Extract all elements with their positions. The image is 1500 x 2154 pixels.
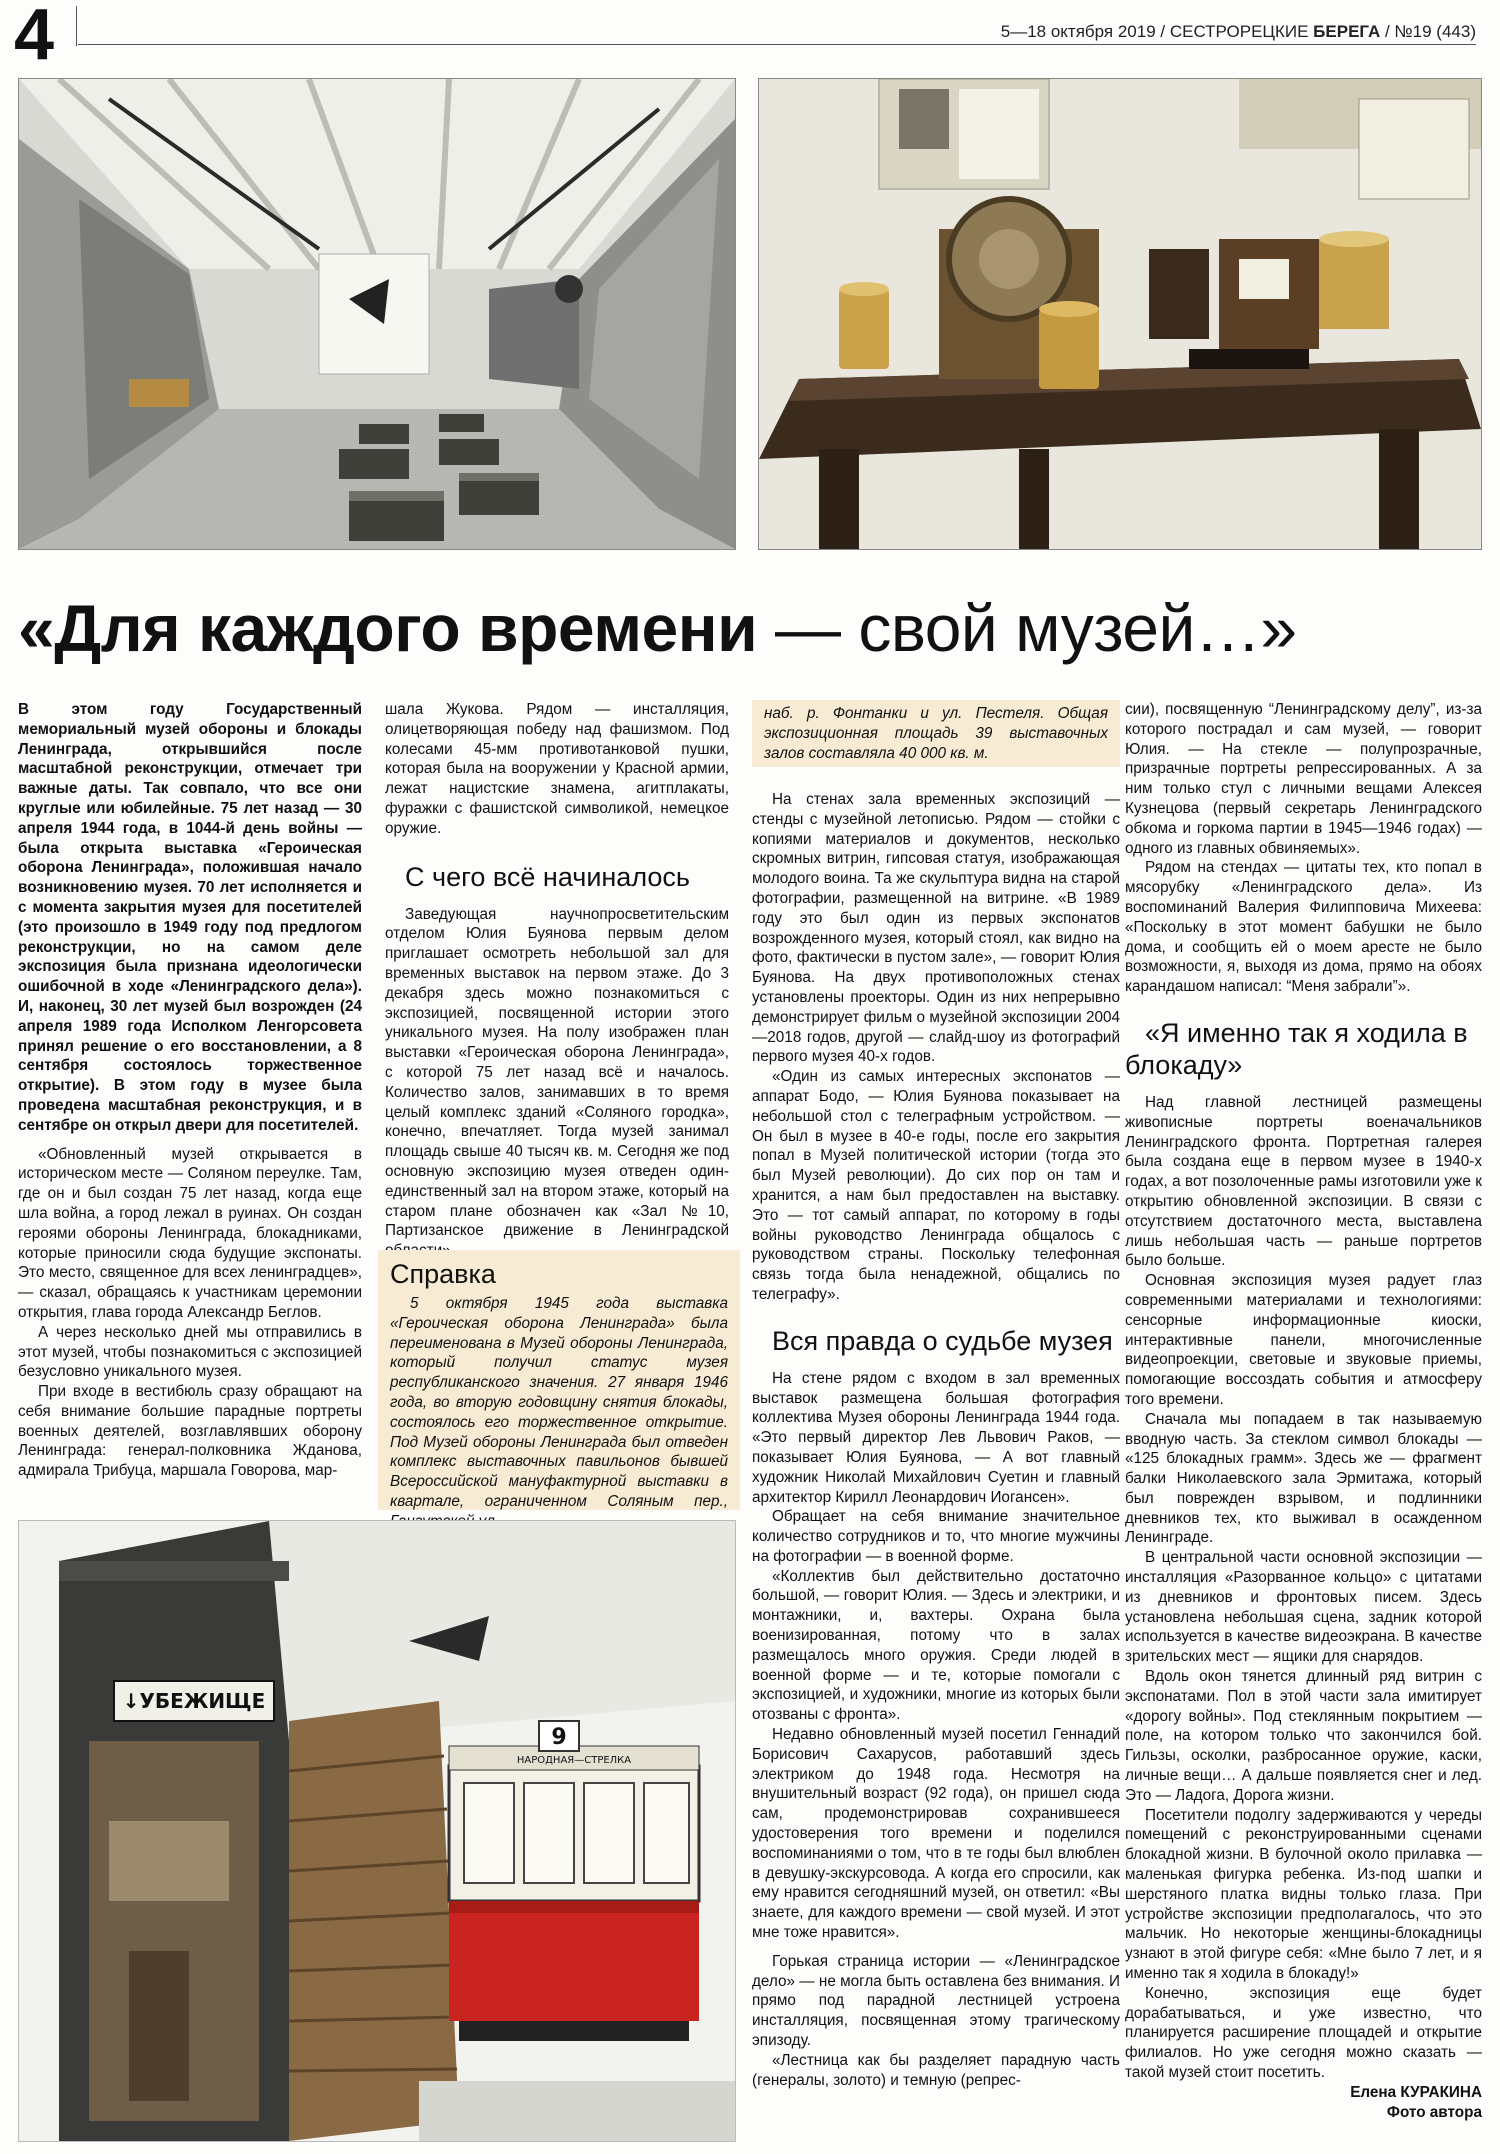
shelter-sign: ↓УБЕЖИЩЕ <box>122 1689 266 1713</box>
reference-continued: наб. р. Фонтанки и ул. Пестеля. Общая экспозиционная площадь 39 выставочных залов составляла 40 000 кв. м. <box>752 700 1120 767</box>
photo-shelter-tram <box>18 1520 736 2142</box>
headline: «Для каждого времени — свой музей…» <box>18 591 1297 665</box>
paragraph: Заведующая научнопросветительским отделом Юлия Буянова первым делом приглашает осмотреть небольшой зал для временных выставок на первом этаже. До 3 декабря здесь можно познакомиться с экспозицией, посвященной истории этого уникального музея. На полу изображен план выставки «Героическая оборона Ленинграда», с которой 75 лет назад всё и началось. Количество залов, занимавших в то время целый комплекс зданий «Соляного городка», конечно, впечатляет. Тогда музей занимал площадь свыше 40 тысяч кв. м. Сегодня же под основную экспозицию музея отведен один-единственный зал на втором этаже, который на старом плане обозначен как «Зал №10, Партизанское движение в Ленинградской <box>385 905 729 1240</box>
paragraph: Рядом на стендах — цитаты тех, кто попал в мясорубку «Ленинградского дела». Из воспоминаний Валерия Филипповича Михеева: «Поскольку в этот момент бабушки не было дома, и сообщить ей о моем аресте не было возможности, я, выходя из дома, прямо на обоях карандашом написал: “Меня забрали”». <box>1125 859 1482 996</box>
header-rule <box>78 44 1476 45</box>
reference-title: Справка <box>390 1259 496 1289</box>
paragraph: «Лестница как бы разделяет парадную часть (генералы, золото) и темную (репрес- <box>752 2051 1120 2089</box>
reference-box <box>378 1250 740 1510</box>
column-3 <box>752 790 1120 2090</box>
paragraph: шала Жукова. Рядом — инсталляция, олицетворяющая победу над фашизмом. Под колесами 45-мм противотанковой пушки, которая была на вооружении у Красной армии, лежат нацистские знамена, агитплакаты, фуражки с фашистской символикой, немецкое оружие. <box>385 701 729 837</box>
photo-credit: Фото автора <box>1386 2103 1482 2121</box>
paragraph: Над главной лестницей размещены живописные портреты военачальников Ленинградского фронта. Портретная галерея была создана еще в первом музее в 1940-х годах, а вот позолоченные рамы изготовили уже к открытию обновленной экспозиции. В связи с отсутствием достаточного места, выставлена лишь небольшая часть — раньше портретов было больше. <box>1125 1093 1482 1270</box>
tram-route: НАРОДНАЯ—СТРЕЛКА <box>516 1755 632 1766</box>
paragraph: В центральной части основной экспозиции — инсталляция «Разорванное кольцо» с цитатами из дневников и фронтовых писем. Здесь установлена небольшая сцена, задник которой используется в качестве видеоэкрана. В качестве зрительских мест — ящики для снарядов. <box>1125 1549 1482 1666</box>
page-number: 4 <box>14 0 55 75</box>
issue-info: 5—18 октября 2019 / СЕСТРОРЕЦКИЕ БЕРЕГА / №19 (443) <box>1000 22 1476 41</box>
paragraph: «Обновленный музей открывается в историческом месте — Соляном переулке. Там, где он и был создан 75 лет назад, когда еще шла война, а город лежал в руинах. Он создан героями обороны Ленинграда, блокадниками, которые приносили сюда будущие экспонаты. Это место, священное для всех ленинградцев», — сказал, обращаясь к участникам церемонии открытия, глава города Александр Беглов. <box>18 1145 362 1321</box>
paragraph: Обращает на себя внимание значительное количество сотрудников и то, что многие мужчины на фотографии — в военной форме. <box>752 1508 1120 1565</box>
tram-number: 9 <box>551 1725 567 1750</box>
paragraph: «Один из самых интересных экспонатов — аппарат Бодо, — Юлия Буянова показывает на небольшой стол с телеграфным устройством. — Он был в музее в 40-е годы, после его закрытия попал в Музей политической истории (тогда это был Музей революции). До сих пор он там и хранится, а нам был предоставлен на выставку. Это — тот самый аппарат, по которому в годы войны руководство Ленинграда общалось с руководством страны. Поскольку телефонная связь тогда была ненадежной, общались по телеграфу». <box>752 1068 1120 1303</box>
paragraph: Основная экспозиция музея радует глаз современными материалами и технологиями: сенсорные информационные киоски, интерактивные панели, многочисленные видеопроекции, световые и звуковые приемы, помогающие воссоздать события и атмосферу того времени. <box>1125 1272 1482 1408</box>
column-1 <box>18 700 362 1481</box>
paragraph: «Коллектив был действительно достаточно большой, — говорит Юлия. — Здесь и электрики, и монтажники, и, вахтеры. Охрана была военизированная, потому что в залах размещалось много оружия. Среди людей в военной форме — и те, которые помогали с экспозицией, и художники, многие из которых были отозваны с фронта». <box>752 1567 1120 1724</box>
paragraph: Посетители подолгу задерживаются у череды помещений с реконструированными сценами блокадной жизни. В булочной около прилавка — маленькая фигурка ребенка. Из-под шапки и шерстяного платка видны только глаза. При устройстве экспозиции предполагалось, что это мальчик. Но некоторые женщины-блокадницы узнают в этой фигуре себя: «Мне было 7 лет, и я именно так я ходила в блокаду!» <box>1125 1806 1482 1983</box>
column-2 <box>385 700 729 1261</box>
paragraph: Вдоль окон тянется длинный ряд витрин с экспонатами. Пол в этой части зала имитирует «дорогу войны». Под стеклянным покрытием — поле, на котором только что закончился бой. Гильзы, осколки, разбросанное оружие, каски, личные вещи… А дальше появляется снег и лед. Это — Ладога, Дорога жизни. <box>1125 1668 1482 1804</box>
lead-paragraph: В этом году Государственный мемориальный музей обороны и блокады Ленинграда, открывшийся после масштабной реконструкции, отмечает три важные даты. Так совпало, что все они круглые или юбилейные. 75 лет назад — 30 апреля 1944 года, в 1044-й день войны — была открыта выставка «Героическая оборона Ленинграда», положившая начало возникновению музея. 70 лет исполняется и с момента закрытия музея для посетителей (это произошло в 1949 году под предлогом реконструкции, но на самом деле экспозиция была признана идеологически ошибочной в ходе «Ленинградского дела»). И, наконец, 30 лет музей был возрожден (24 апреля 1989 года Исполком Ленгорсовета принял решение о его восстановлении, а 8 сентября состоялось торжественное открытие). В этом году в музее была проведена масштабная реконструкция, и в сентябре он открыл двери для посетителей. <box>18 701 362 1134</box>
paragraph: А через несколько дней мы отправились в этот музей, чтобы познакомиться с экспозицией безусловно уникального музея. <box>18 1323 362 1381</box>
column-4 <box>1125 700 1482 2122</box>
subheading: «Я именно так я ходила в блокаду» <box>1125 1017 1468 1080</box>
paragraph: При входе в вестибюль сразу обращают на себя внимание большие парадные портреты военных деятелей, возглавлявших оборону Ленинграда: генерал-полковника Жданова, адмирала Трибуца, маршала Говорова, мар- <box>18 1383 362 1480</box>
paragraph: Недавно обновленный музей посетил Геннадий Борисович Сахарусов, работавший здесь электриком до 1948 года. Несмотря на внушительный возраст (92 года), он пришел сюда сам, продемонстрировав сохранившееся удостоверения того времени и поделился воспоминаниями о том, что в те годы был влюблен в девушку-экскурсовода. А когда его спросили, как ему нравится сегодняшний музей, он ответил: «Вы знаете, для каждого времени — свой музей. И этот мне тоже нравится». <box>752 1726 1120 1942</box>
paragraph: На стенах зала временных экспозиций — стенды с музейной летописью. Рядом — стойки с копиями материалов и документов, несколько скромных витрин, гипсовая статуя, изображающая молодого воина. Та же скульптура видна на старой фотографии, размещенной на витрине. «В 1989 году это был один из первых экспонатов возрожденного музея, который стоял, как видно на фото, фактически в пустом зале», — говорит Юлия Буянова. На двух противоположных стенах установлены проекторы. Один из них непрерывно демонстрирует фильм о музейной экспозиции 2004—2018 годов, другой — слайд-шоу из фотографий первого музея 40-х годов. <box>752 791 1120 1066</box>
paragraph: На стене рядом с входом в зал временных выставок размещена большая фотография коллектива Музея обороны Ленинграда 1944 года. «Это первый директор Лев Львович Раков, — показывает Юлия Буянова, — А вот главный художник Николай Михайлович Суетин и главный архитектор Кирилл Леонардович Иогансен». <box>752 1369 1120 1506</box>
paragraph: Сначала мы попадаем в так называемую вводную часть. За стеклом символ блокады — «125 блокадных грамм». Здесь же — фрагмент балки Николаевского зала Эрмитажа, который был поврежден взрывом, и подлинники дневников тех, кто выживал в осажденном Ленинграде. <box>1125 1410 1482 1547</box>
photo-baudot-apparatus <box>758 78 1482 550</box>
reference-text: 5 октября 1945 года выставка «Героическая оборона Ленинграда» была переименована в Музей обороны Ленинграда, который получил статус музея республиканского значения. 27 января 1946 года, во вторую годовщину снятия блокады, состоялось его торжественное открытие. Под Музей обороны Ленинграда был отведен комплекс выставочных павильонов бывшей Всероссийской мануфактурной выставки в квартале, ограниченном Соляным пер., <box>390 1295 728 1510</box>
paragraph: Горькая страница истории — «Ленинградское дело» — не могла быть оставлена без внимания. И прямо под парадной лестницей устроена инсталляция, посвященная этому трагическому эпизоду. <box>752 1952 1120 2050</box>
subheading: Вся правда о судьбе музея <box>772 1325 1113 1356</box>
photo-exhibition-hall <box>18 78 736 550</box>
author-name: Елена КУРАКИНА <box>1350 2083 1482 2101</box>
paragraph: сии), посвященную “Ленинградскому делу”, из-за которого пострадал и сам музей, — говорит Юлия. — На стекле — полупрозрачные, призрачные портреты репрессированных. А за ним только стул с личными вещами Алексея Кузнецова (первый секретарь Ленинградского обкома и горкома партии в 1945—1946 годах) — одного из главных обвиняемых». <box>1125 701 1482 857</box>
header-divider <box>76 6 77 46</box>
subheading: С чего всё начиналось <box>405 861 690 892</box>
paragraph: Конечно, экспозиция еще будет дорабатываться, и уже известно, что планируется расширение площадей и открытие филиалов. Но уже сегодня можно сказать — такой музей стоит посетить. <box>1125 1984 1482 2081</box>
